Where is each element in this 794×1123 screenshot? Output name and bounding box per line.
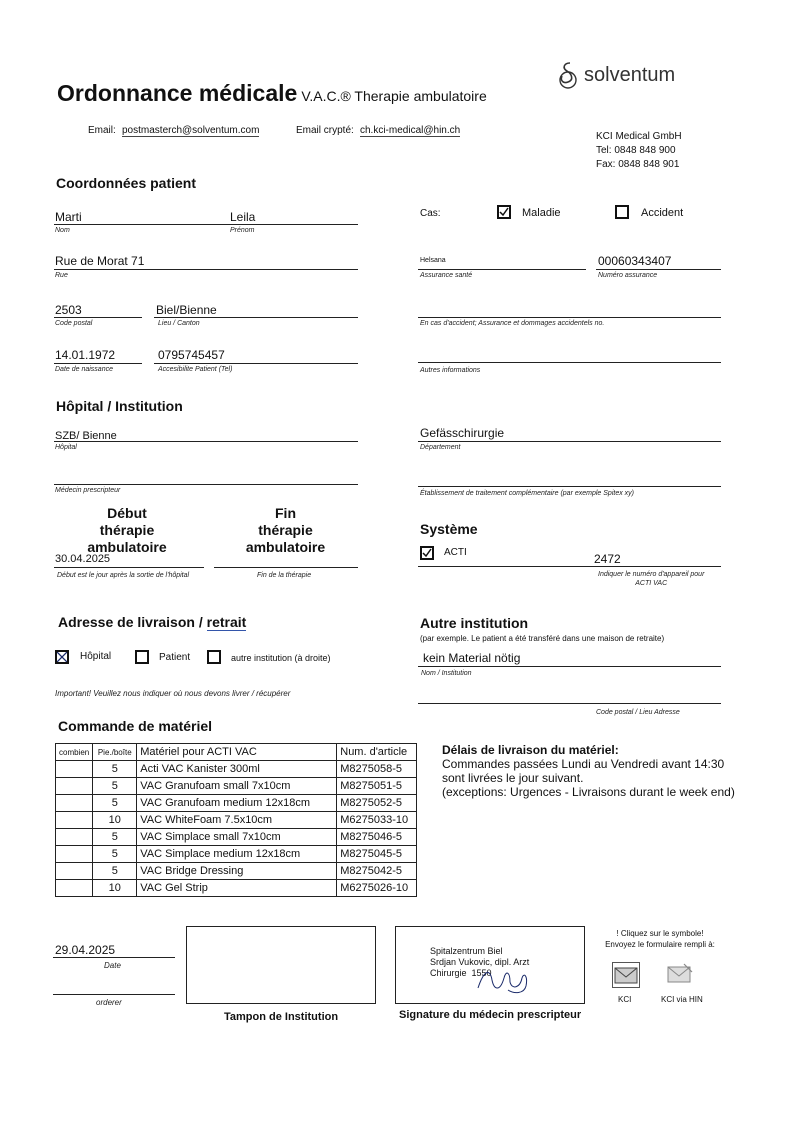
- solventum-logo: [556, 60, 675, 90]
- fin-heading: [218, 505, 353, 556]
- autre-institution-value[interactable]: kein Material nötig: [423, 651, 521, 665]
- pieces-cell: 5: [93, 761, 137, 778]
- debut-heading-l2: thérapie ambulatoire: [87, 522, 167, 555]
- delais-line-2: sont livrées le jour suivant.: [442, 771, 584, 785]
- col-article: Num. d'article: [337, 744, 417, 761]
- delais-title: Délais de livraison du matériel:: [442, 743, 619, 757]
- email-crypt-link[interactable]: ch.kci-medical@hin.ch: [360, 125, 461, 136]
- tel-line: [154, 363, 358, 364]
- stamp-line-4: 1550: [471, 968, 492, 978]
- stamp-line-2: Srdjan Vukovic, dipl. Arzt: [430, 957, 530, 967]
- numero-line: [596, 269, 721, 270]
- company-fax: Fax: 0848 848 901: [596, 159, 680, 170]
- systeme-section-title: Système: [420, 521, 478, 537]
- livraison-patient-checkbox[interactable]: [135, 650, 149, 664]
- qty-cell[interactable]: [56, 812, 93, 829]
- materiel-cell: VAC Granufoam medium 12x18cm: [137, 795, 337, 812]
- patient-rue[interactable]: Rue de Morat 71: [55, 254, 145, 268]
- qty-cell[interactable]: [56, 846, 93, 863]
- numero-label: Numéro assurance: [598, 272, 658, 279]
- appareil-numero[interactable]: 2472: [594, 552, 621, 566]
- kci-hin-mail-icon[interactable]: [666, 962, 694, 988]
- nom-label: Nom: [55, 227, 70, 234]
- patient-nom[interactable]: Marti: [55, 210, 82, 224]
- materiel-cell: Acti VAC Kanister 300ml: [137, 761, 337, 778]
- click-line-2: Envoyez le formulaire rempli à:: [605, 940, 715, 949]
- medecin-label: Médecin prescripteur: [55, 487, 121, 494]
- materiel-cell: VAC Gel Strip: [137, 880, 337, 897]
- qty-cell[interactable]: [56, 863, 93, 880]
- livraison-section-title: [58, 614, 246, 630]
- assurance-value[interactable]: Helsana: [420, 257, 446, 264]
- table-row: [56, 778, 417, 795]
- company-name: KCI Medical GmbH: [596, 131, 682, 142]
- departement-label: Département: [420, 444, 461, 451]
- email-label: Email:: [88, 125, 116, 136]
- delais-block: [442, 743, 735, 799]
- pieces-cell: 5: [93, 829, 137, 846]
- hopital-label: Hôpital: [55, 444, 77, 451]
- medecin-line: [54, 484, 358, 485]
- lieu-label: Lieu / Canton: [158, 320, 200, 327]
- livraison-hopital-label: Hôpital: [80, 651, 112, 662]
- pieces-cell: 5: [93, 778, 137, 795]
- article-cell: M8275058-5: [337, 761, 417, 778]
- livraison-hopital-checkbox[interactable]: [55, 650, 69, 664]
- acti-checkbox[interactable]: [420, 546, 434, 560]
- material-table: [55, 743, 417, 897]
- accident-label: Accident: [641, 207, 684, 219]
- materiel-cell: VAC Simplace medium 12x18cm: [137, 846, 337, 863]
- qty-cell[interactable]: [56, 880, 93, 897]
- signature-scribble: [470, 960, 540, 1000]
- article-cell: M6275033-10: [337, 812, 417, 829]
- appareil-label-l2: ACTI VAC: [635, 580, 668, 587]
- qty-cell[interactable]: [56, 778, 93, 795]
- page-title: [57, 80, 487, 107]
- check-icon: [499, 207, 509, 217]
- debut-line: [54, 567, 204, 568]
- delais-line-3: (exceptions: Urgences - Livraisons durant le week end): [442, 785, 735, 799]
- departement-line: [418, 441, 721, 442]
- livraison-title-b: retrait: [206, 614, 247, 630]
- acti-label: ACTI: [444, 547, 467, 558]
- click-instructions: [600, 928, 720, 950]
- debut-heading-l1: Début: [107, 505, 147, 521]
- code-postal-line: [54, 317, 142, 318]
- col-pieces: Pie./boîte: [93, 744, 137, 761]
- article-cell: M8275046-5: [337, 829, 417, 846]
- pieces-cell: 5: [93, 846, 137, 863]
- livraison-title-a: Adresse de livraison /: [58, 614, 207, 630]
- kci-mail-icon[interactable]: [612, 962, 640, 988]
- hopital-section-title: Hôpital / Institution: [56, 398, 183, 414]
- col-materiel: Matériel pour ACTI VAC: [137, 744, 337, 761]
- patient-prenom[interactable]: Leila: [230, 210, 256, 224]
- autres-label: Autres informations: [420, 367, 481, 374]
- table-row: [56, 761, 417, 778]
- materiel-cell: VAC Simplace small 7x10cm: [137, 829, 337, 846]
- accident-info-label: En cas d'accident; Assurance et dommages accidentels no.: [420, 320, 605, 327]
- delais-line-1: Commandes passées Lundi au Vendredi avant 14:30: [442, 757, 725, 771]
- autre-institution-title: Autre institution: [420, 615, 529, 631]
- code-lieu-label: Code postal / Lieu Adresse: [596, 709, 680, 716]
- commande-section-title: Commande de matériel: [58, 718, 213, 734]
- pieces-cell: 10: [93, 812, 137, 829]
- footer-date[interactable]: 29.04.2025: [55, 943, 116, 957]
- code-postal-label: Code postal: [55, 320, 93, 327]
- departement-value[interactable]: Gefässchirurgie: [420, 426, 505, 440]
- rue-label: Rue: [55, 272, 68, 279]
- stamp-line-3: Chirurgie: [430, 968, 467, 978]
- table-row: [56, 880, 417, 897]
- company-tel: Tel: 0848 848 900: [596, 145, 676, 156]
- patient-section-title: Coordonnées patient: [56, 175, 197, 191]
- title-text: Ordonnance médicale: [57, 80, 298, 106]
- maladie-label: Maladie: [522, 207, 561, 219]
- materiel-cell: VAC Bridge Dressing: [137, 863, 337, 880]
- article-cell: M8275042-5: [337, 863, 417, 880]
- naissance-line: [54, 363, 142, 364]
- tampon-box[interactable]: [186, 926, 376, 1004]
- debut-date[interactable]: 30.04.2025: [55, 553, 111, 565]
- hopital-value[interactable]: SZB/ Bienne: [55, 430, 117, 442]
- pieces-cell: 5: [93, 863, 137, 880]
- nom-institution-label: Nom / Institution: [421, 670, 472, 677]
- company-info: [596, 130, 682, 172]
- table-row: [56, 846, 417, 863]
- qty-cell[interactable]: [56, 761, 93, 778]
- fin-heading-l1: Fin: [275, 505, 296, 521]
- livraison-autre-checkbox[interactable]: [207, 650, 221, 664]
- article-cell: M6275026-10: [337, 880, 417, 897]
- naissance-label: Date de naissance: [55, 366, 113, 373]
- hopital-line: [54, 441, 358, 442]
- title-subtitle: V.A.C.® Therapie ambulatoire: [301, 88, 487, 104]
- fin-line: [214, 567, 358, 568]
- qty-cell[interactable]: [56, 795, 93, 812]
- livraison-note: Important! Veuillez nous indiquer où nous devons livrer / récupérer: [55, 689, 291, 698]
- table-row: [56, 829, 417, 846]
- debut-heading: [62, 505, 192, 556]
- article-cell: M8275045-5: [337, 846, 417, 863]
- envelope-icon: [613, 963, 639, 987]
- code-lieu-line: [418, 703, 721, 704]
- debut-label: Début est le jour après la sortie de l'hôpital: [57, 572, 190, 579]
- systeme-line: [418, 566, 721, 567]
- article-cell: M8275052-5: [337, 795, 417, 812]
- livraison-patient-label: Patient: [159, 652, 191, 663]
- tel-label: Accesibilite Patient (Tel): [158, 366, 233, 373]
- accident-checkbox[interactable]: [615, 205, 629, 219]
- materiel-cell: VAC Granufoam small 7x10cm: [137, 778, 337, 795]
- date-line: [53, 957, 175, 958]
- article-cell: M8275051-5: [337, 778, 417, 795]
- pieces-cell: 5: [93, 795, 137, 812]
- nom-line: [54, 224, 358, 225]
- orderer-label: orderer: [96, 998, 122, 1007]
- envelope-hin-icon: [666, 962, 694, 988]
- assurance-line: [418, 269, 586, 270]
- patient-lieu[interactable]: Biel/Bienne: [156, 303, 217, 317]
- maladie-checkbox[interactable]: [497, 205, 511, 219]
- pieces-cell: 10: [93, 880, 137, 897]
- cross-icon: [57, 652, 67, 662]
- appareil-label-l1: Indiquer le numéro d'appareil pour: [598, 571, 705, 578]
- livraison-autre-label: autre institution (à droite): [231, 653, 331, 663]
- col-combien: combien: [56, 744, 93, 761]
- autres-line: [418, 362, 721, 363]
- orderer-line: [53, 994, 175, 995]
- stamp-line-1: Spitalzentrum Biel: [430, 946, 503, 956]
- patient-tel[interactable]: 0795745457: [158, 348, 225, 362]
- patient-code-postal[interactable]: 2503: [55, 303, 82, 317]
- qty-cell[interactable]: [56, 829, 93, 846]
- assurance-label: Assurance santé: [420, 272, 473, 279]
- email-link[interactable]: postmasterch@solventum.com: [122, 125, 260, 136]
- cas-label: Cas:: [420, 208, 441, 219]
- click-line-1: ! Cliquez sur le symbole!: [616, 929, 704, 938]
- materiel-cell: VAC WhiteFoam 7.5x10cm: [137, 812, 337, 829]
- fin-label: Fin de la thérapie: [257, 572, 312, 579]
- material-table-header: [56, 744, 417, 761]
- solventum-logo-icon: [556, 60, 580, 90]
- check-icon: [422, 548, 432, 558]
- logo-text: solventum: [584, 63, 676, 86]
- tampon-caption: Tampon de Institution: [224, 1011, 339, 1023]
- kci-hin-label: KCI via HIN: [661, 995, 703, 1004]
- appareil-label: [598, 570, 704, 588]
- accident-info-line: [418, 317, 721, 318]
- table-row: [56, 812, 417, 829]
- table-row: [56, 795, 417, 812]
- etablissement-label: Établissement de traitement complémentaire (par exemple Spitex xy): [420, 490, 634, 497]
- rue-line: [54, 269, 358, 270]
- signature-caption: Signature du médecin prescripteur: [399, 1009, 582, 1021]
- numero-assurance-value[interactable]: 00060343407: [598, 254, 672, 268]
- patient-naissance[interactable]: 14.01.1972: [55, 348, 116, 362]
- autre-institution-example: (par exemple. Le patient a été transféré dans une maison de retraite): [420, 634, 665, 643]
- lieu-line: [154, 317, 358, 318]
- date-label: Date: [104, 961, 121, 970]
- email-crypt-label: Email crypté:: [296, 125, 354, 136]
- kci-label: KCI: [618, 995, 632, 1004]
- prenom-label: Prénom: [230, 227, 255, 234]
- autre-institution-line: [418, 666, 721, 667]
- fin-heading-l2: thérapie ambulatoire: [245, 522, 326, 555]
- etablissement-line: [418, 486, 721, 487]
- table-row: [56, 863, 417, 880]
